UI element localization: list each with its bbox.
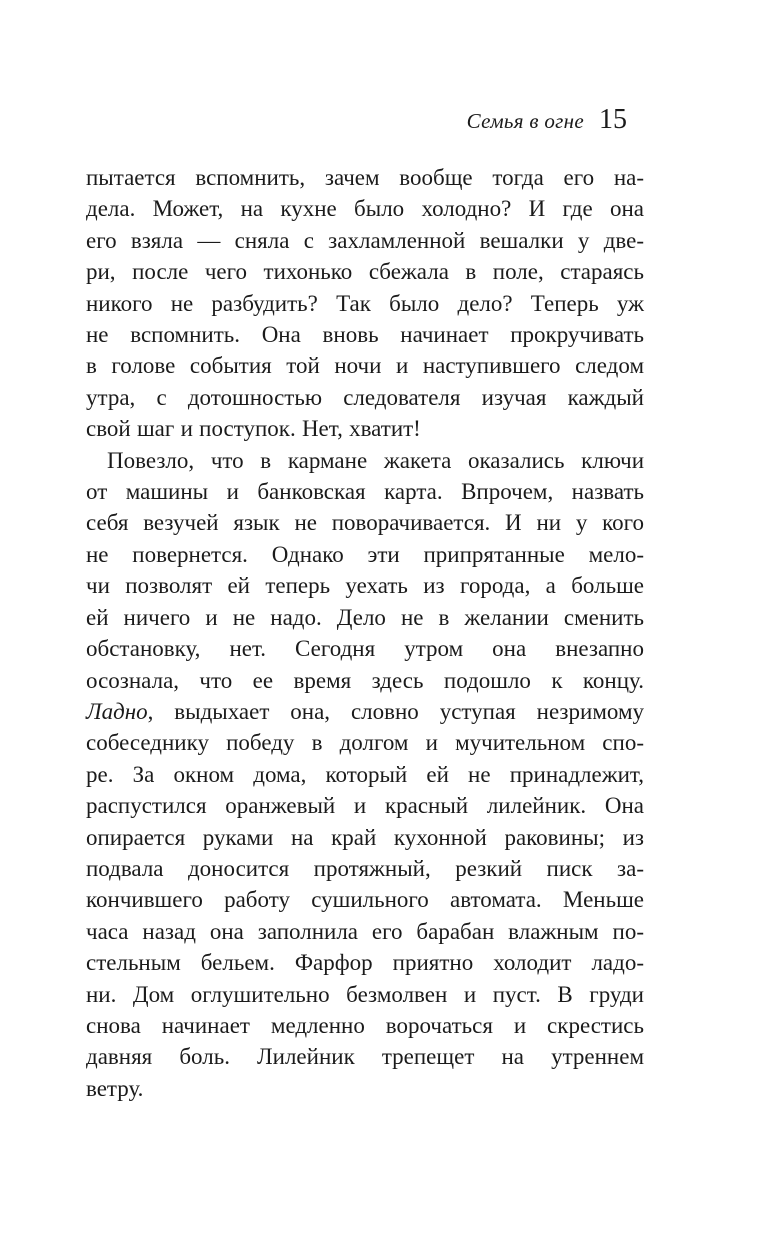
text-line: в голове события той ночи и наступившего следом [86, 353, 644, 379]
text-line: опирается руками на край кухонной раковины; из [86, 824, 644, 850]
page-header [86, 104, 627, 136]
text-line: Повезло, что в кармане жакета оказались ключи [107, 447, 644, 473]
text-line: пытается вспомнить, зачем вообще тогда его на- [86, 165, 644, 190]
text-line: ни. Дом оглушительно безмолвен и пуст. В груди [86, 981, 644, 1007]
text-line: ре. За окном дома, который ей не принадлежит, [86, 761, 644, 787]
text-line: от машины и банковская карта. Впрочем, назвать [86, 479, 644, 505]
text-line: чи позволят ей теперь уехать из города, а больше [86, 573, 644, 599]
text-line: подвала доносится протяжный, резкий писк за- [86, 855, 644, 881]
text-line: давняя боль. Лилейник трепещет на утреннем [86, 1044, 644, 1070]
text-line: Ладно, выдыхает она, словно уступая незримому [86, 698, 644, 724]
text-line: утра, с дотошностью следователя изучая каждый [86, 384, 644, 410]
text-line: стельным бельем. Фарфор приятно холодит ладо- [86, 950, 644, 976]
text-line: себя везучей язык не поворачивается. И ни у кого [86, 510, 644, 536]
text-line: его взяла — сняла с захламленной вешалки у две- [86, 227, 644, 253]
text-line: кончившего работу сушильного автомата. Меньше [86, 887, 644, 913]
text-line: часа назад она заполнила его барабан влажным по- [86, 918, 644, 944]
text-line: не повернется. Однако эти припрятанные мело- [86, 541, 644, 567]
text-line: не вспомнить. Она вновь начинает прокручивать [86, 322, 644, 348]
text-line: собеседнику победу в долгом и мучительном спо- [86, 730, 644, 756]
text-line: ветру. [86, 1075, 144, 1101]
text-line: ей ничего и не надо. Дело не в желании сменить [86, 604, 644, 630]
text-line: свой шаг и поступок. Нет, хватит! [86, 416, 421, 442]
text-line: обстановку, нет. Сегодня утром она внезапно [86, 636, 644, 662]
text-line: никого не разбудить? Так было дело? Теперь уж [86, 290, 644, 316]
text-line: ри, после чего тихонько сбежала в поле, стараясь [86, 259, 644, 285]
running-title: Семья в огне [466, 109, 584, 133]
text-line: осознала, что ее время здесь подошло к концу. [86, 667, 644, 693]
text-line: дела. Может, на кухне было холодно? И где она [86, 196, 644, 222]
page-number: 15 [599, 104, 627, 135]
text-line: распустился оранжевый и красный лилейник. Она [86, 793, 644, 819]
text-line: снова начинает медленно ворочаться и скрестись [86, 1012, 644, 1038]
text-block [86, 162, 644, 1104]
